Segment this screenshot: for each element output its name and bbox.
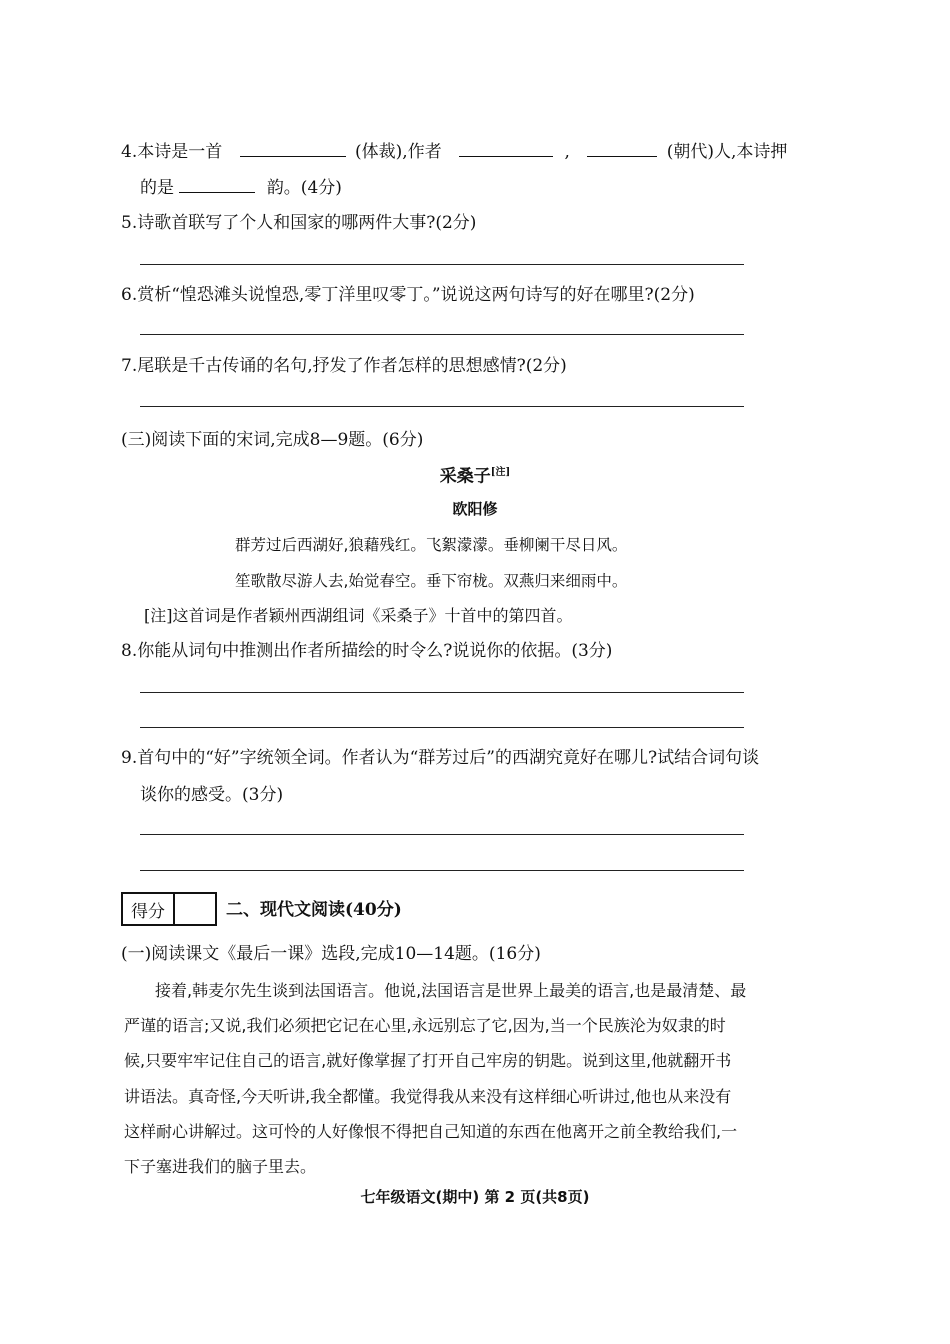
question-7: 7.尾联是千古传诵的名句,抒发了作者怎样的思想感情?(2分) <box>121 356 567 376</box>
q4-dynasty-blank[interactable] <box>587 140 657 157</box>
q7-answer-line[interactable] <box>140 406 744 407</box>
q6-answer-line[interactable] <box>140 334 744 335</box>
poem-line-1: 群芳过后西湖好,狼藉残红。飞絮濛濛。垂柳阑干尽日风。 <box>235 536 628 554</box>
q4-text-c: , <box>564 142 570 162</box>
q4-text-b: (体裁),作者 <box>355 142 442 162</box>
poem-line-2: 笙歌散尽游人去,始觉春空。垂下帘栊。双燕归来细雨中。 <box>235 572 628 590</box>
q4-text-e: 的是 <box>140 178 174 198</box>
question-5: 5.诗歌首联写了个人和国家的哪两件大事?(2分) <box>121 213 477 233</box>
passage-line-6: 下子塞进我们的脑子里去。 <box>124 1157 317 1176</box>
question-9-line-1: 9.首句中的“好”字统领全词。作者认为“群芳过后”的西湖究竟好在哪儿?试结合词句谈 <box>121 748 760 768</box>
score-field[interactable] <box>175 894 215 924</box>
q4-genre-blank[interactable] <box>240 140 346 157</box>
passage-line-3: 候,只要牢牢记住自己的语言,就好像掌握了打开自己牢房的钥匙。说到这里,他就翻开书 <box>124 1051 732 1070</box>
q5-answer-line[interactable] <box>140 264 744 265</box>
question-8: 8.你能从词句中推测出作者所描绘的时令么?说说你的依据。(3分) <box>121 641 613 661</box>
q9-answer-line-1[interactable] <box>140 834 744 835</box>
question-4-line-1 <box>121 140 787 163</box>
q8-answer-line-1[interactable] <box>140 692 744 693</box>
q4-rhyme-blank[interactable] <box>179 176 255 193</box>
q4-text-f: 韵。(4分) <box>266 178 342 198</box>
q4-text-d: (朝代)人,本诗押 <box>666 142 788 162</box>
score-box <box>121 892 217 926</box>
question-4-line-2 <box>140 176 342 199</box>
passage-line-5: 这样耐心讲解过。这可怜的人好像恨不得把自己知道的东西在他离开之前全教给我们,一 <box>124 1122 738 1141</box>
passage-line-1: 接着,韩麦尔先生谈到法国语言。他说,法国语言是世界上最美的语言,也是最清楚、最 <box>155 981 747 1000</box>
section-3-heading: (三)阅读下面的宋词,完成8—9题。(6分) <box>121 430 424 450</box>
score-label: 得分 <box>123 894 175 924</box>
question-9-line-2: 谈你的感受。(3分) <box>140 785 284 805</box>
page-footer: 七年级语文(期中) 第 2 页(共8页) <box>360 1188 590 1206</box>
part-2-sub-heading: (一)阅读课文《最后一课》选段,完成10—14题。(16分) <box>121 944 541 964</box>
poem-note: [注]这首词是作者颖州西湖组词《采桑子》十首中的第四首。 <box>144 606 573 625</box>
q4-text-a: 4.本诗是一首 <box>121 142 223 162</box>
poem-title-note: [注] <box>490 467 511 478</box>
passage-line-2: 严谨的语言;又说,我们必须把它记在心里,永远别忘了它,因为,当一个民族沦为奴隶的时 <box>124 1016 726 1035</box>
q9-answer-line-2[interactable] <box>140 870 744 871</box>
q4-author-blank[interactable] <box>459 140 553 157</box>
part-2-heading: 二、现代文阅读(40分) <box>226 900 402 920</box>
poem-author: 欧阳修 <box>452 500 498 518</box>
poem-title-text: 采桑子 <box>439 466 491 487</box>
poem-title <box>0 462 950 488</box>
question-6: 6.赏析“惶恐滩头说惶恐,零丁洋里叹零丁。”说说这两句诗写的好在哪里?(2分) <box>121 285 695 305</box>
passage-line-4: 讲语法。真奇怪,今天听讲,我全都懂。我觉得我从来没有这样细心听讲过,他也从来没有 <box>124 1087 732 1106</box>
q8-answer-line-2[interactable] <box>140 727 744 728</box>
